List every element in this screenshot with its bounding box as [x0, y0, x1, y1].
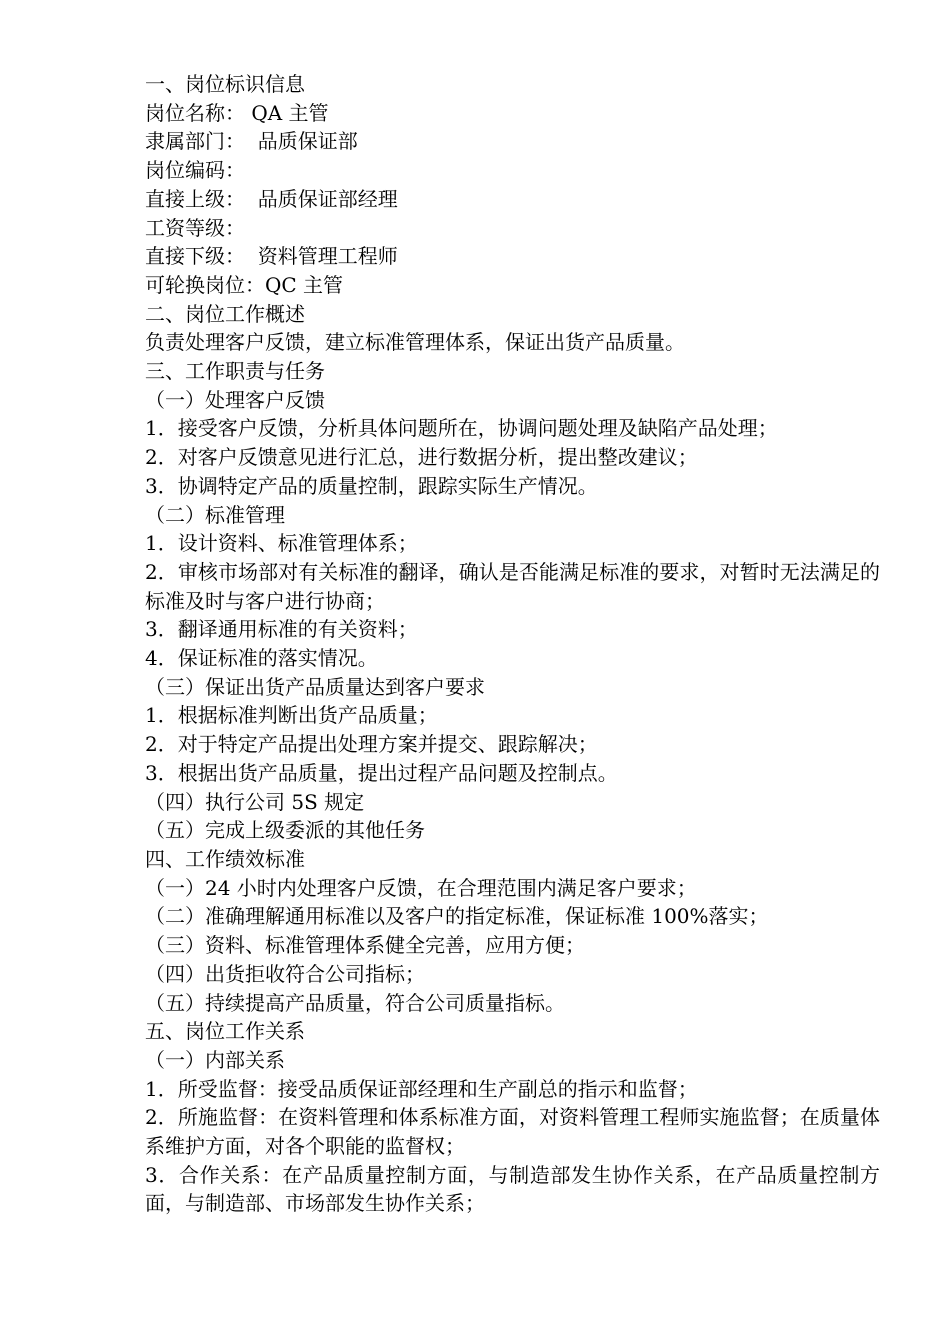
list-item: （五）持续提高产品质量，符合公司质量指标。 [145, 990, 565, 1015]
list-item: 1．接受客户反馈，分析具体问题所在，协调问题处理及缺陷产品处理； [145, 416, 778, 441]
list-item: 1．根据标准判断出货产品质量； [145, 703, 438, 728]
list-item: 3．协调特定产品的质量控制，跟踪实际生产情况。 [145, 473, 598, 498]
subheading-internal-relations: （一）内部关系 [145, 1047, 285, 1072]
heading-performance-standards: 四、工作绩效标准 [145, 846, 305, 871]
list-item: 3．合作关系：在产品质量控制方面，与制造部发生协作关系，在产品质量控制方面，与制造部、市场部发生协作关系； [145, 1162, 880, 1216]
list-item: （四）出货拒收符合公司指标； [145, 961, 425, 986]
list-item: （二）准确理解通用标准以及客户的指定标准，保证标准 100%落实； [145, 904, 769, 929]
list-item: 3．根据出货产品质量，提出过程产品问题及控制点。 [145, 760, 618, 785]
field-salary-grade: 工资等级： [145, 215, 245, 240]
list-item: 4．保证标准的落实情况。 [145, 646, 378, 671]
heading-work-relations: 五、岗位工作关系 [145, 1019, 305, 1044]
subheading-other-tasks: （五）完成上级委派的其他任务 [145, 818, 425, 843]
subheading-standard-management: （二）标准管理 [145, 502, 285, 527]
list-item: 2．对客户反馈意见进行汇总，进行数据分析，提出整改建议； [145, 445, 698, 470]
subheading-shipment-quality: （三）保证出货产品质量达到客户要求 [145, 674, 485, 699]
list-item: （一）24 小时内处理客户反馈，在合理范围内满足客户要求； [145, 875, 697, 900]
field-rotatable-position: 可轮换岗位：QC 主管 [145, 272, 344, 297]
list-item: 1．所受监督：接受品质保证部经理和生产副总的指示和监督； [145, 1076, 698, 1101]
list-item: 1．设计资料、标准管理体系； [145, 531, 418, 556]
heading-duties: 三、工作职责与任务 [145, 359, 325, 384]
subheading-customer-feedback: （一）处理客户反馈 [145, 387, 325, 412]
list-item: 2．对于特定产品提出处理方案并提交、跟踪解决； [145, 732, 598, 757]
field-direct-superior: 直接上级： 品质保证部经理 [145, 186, 398, 211]
paragraph-job-overview: 负责处理客户反馈，建立标准管理体系，保证出货产品质量。 [145, 330, 685, 355]
list-item: 2．审核市场部对有关标准的翻译，确认是否能满足标准的要求，对暂时无法满足的标准及时与客户进行协商； [145, 559, 880, 613]
field-position-name: 岗位名称： QA 主管 [145, 100, 329, 125]
list-item: 2．所施监督：在资料管理和体系标准方面，对资料管理工程师实施监督；在质量体系维护方面，对各个职能的监督权； [145, 1105, 880, 1159]
field-position-code: 岗位编码： [145, 158, 245, 183]
heading-job-overview: 二、岗位工作概述 [145, 301, 305, 326]
list-item: 3．翻译通用标准的有关资料； [145, 617, 418, 642]
heading-position-info: 一、岗位标识信息 [145, 72, 305, 96]
list-item: （三）资料、标准管理体系健全完善，应用方便； [145, 933, 585, 958]
field-department: 隶属部门： 品质保证部 [145, 129, 358, 154]
subheading-5s-rules: （四）执行公司 5S 规定 [145, 789, 365, 814]
document-body [145, 70, 880, 1218]
field-direct-subordinate: 直接下级： 资料管理工程师 [145, 244, 398, 269]
